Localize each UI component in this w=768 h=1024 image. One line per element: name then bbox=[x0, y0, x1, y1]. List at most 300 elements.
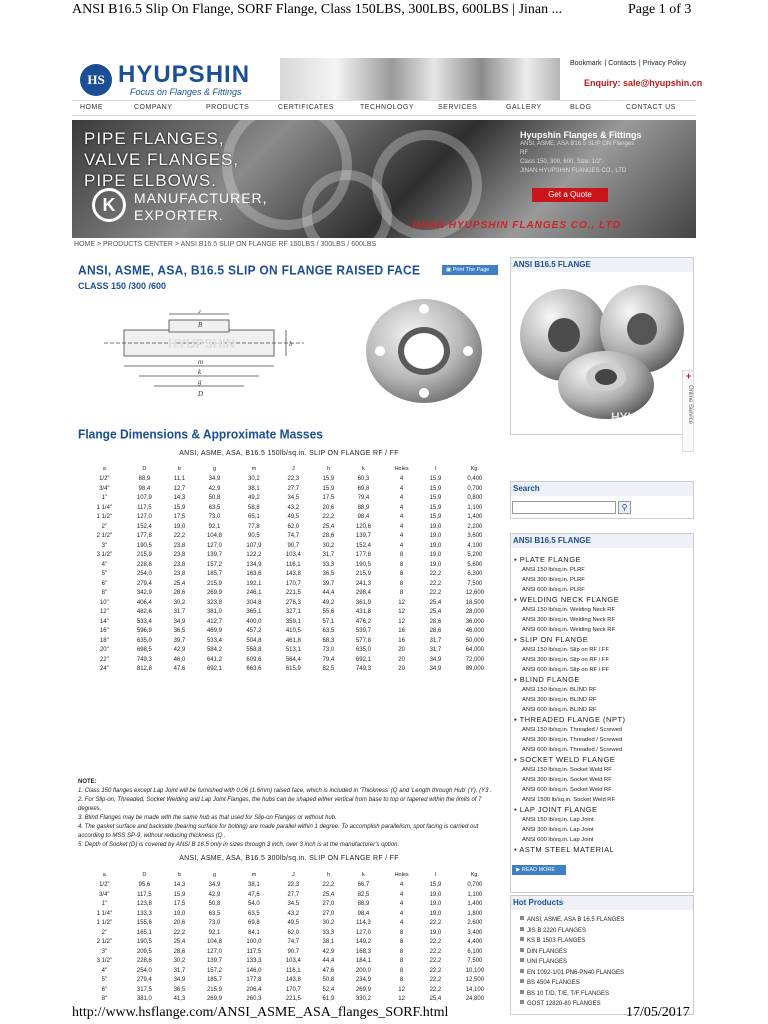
table-cell: 469,9 bbox=[206, 628, 222, 634]
table-row bbox=[84, 986, 499, 996]
table-cell: 0,700 bbox=[467, 882, 483, 888]
column-header: h bbox=[326, 465, 330, 472]
category-link[interactable]: ANSI 300 lb/sq.in. BLIND RF bbox=[522, 697, 597, 703]
table-cell: 38,1 bbox=[248, 882, 260, 888]
table-cell: 117,5 bbox=[137, 891, 152, 898]
table-cell: 200,0 bbox=[355, 967, 371, 974]
table-cell: 123,8 bbox=[136, 901, 152, 907]
column-header: a bbox=[102, 871, 106, 878]
table-cell: 69,8 bbox=[248, 920, 260, 926]
table-cell: 1,800 bbox=[467, 910, 483, 917]
table-cell: 61,9 bbox=[322, 996, 335, 1002]
table-cell: 8 bbox=[399, 939, 404, 945]
table-cell: 50,8 bbox=[322, 977, 335, 983]
category-link[interactable]: ANSI 300 lb/sq.in. Lap Joint bbox=[522, 827, 594, 833]
table-cell: 8 bbox=[399, 929, 404, 936]
main-content bbox=[72, 255, 506, 1002]
category-link[interactable]: ANSI 150 lb/sq.in. Socket Weld RF bbox=[522, 767, 612, 773]
table-cell: 23,8 bbox=[173, 561, 186, 568]
table-cell: 34,9 bbox=[173, 618, 186, 625]
table-cell: 4 bbox=[399, 485, 404, 492]
table-cell: 39,7 bbox=[173, 637, 186, 644]
table-cell: 139,7 bbox=[206, 958, 222, 964]
category-link[interactable]: ANSI 300 lb/sq.in. Welding Neck RF bbox=[522, 617, 616, 623]
table-cell: 62,0 bbox=[287, 523, 300, 530]
table-cell: 2 1/2" bbox=[96, 533, 113, 539]
table-cell: 88,9 bbox=[357, 504, 370, 511]
category-group[interactable]: ▪ LAP JOINT FLANGE bbox=[514, 805, 598, 814]
logo-tagline: Focus on Flanges & Fittings bbox=[130, 87, 242, 97]
table-cell: 254,0 bbox=[136, 571, 152, 577]
table-cell: 22,3 bbox=[287, 476, 300, 482]
table-cell: 82,5 bbox=[322, 666, 335, 672]
table-cell: 20,6 bbox=[322, 504, 335, 511]
table-row bbox=[84, 589, 499, 599]
table-cell: 89,000 bbox=[465, 666, 485, 672]
table-cell: 184,1 bbox=[355, 958, 371, 964]
table-cell: 185,7 bbox=[206, 571, 222, 577]
table-cell: 103,4 bbox=[285, 552, 301, 558]
category-link[interactable]: ANSI 150 lb/sq.in. Slip on RF / FF bbox=[522, 647, 609, 653]
table-cell: 190,5 bbox=[136, 939, 152, 945]
hot-product-link[interactable]: JIS B 2220 FLANGES bbox=[514, 926, 692, 937]
table-cell: 410,5 bbox=[285, 628, 301, 634]
table-cell: 381,0 bbox=[206, 609, 222, 615]
table-cell: 163,6 bbox=[246, 571, 262, 577]
print-date: 17/05/2017 bbox=[626, 1005, 690, 1020]
print-page-label: Print The Page bbox=[452, 267, 490, 273]
table-cell: 170,7 bbox=[285, 580, 301, 587]
category-group[interactable]: ▪ ASTM STEEL MATERIAL bbox=[514, 845, 615, 854]
table-cell: 4 bbox=[399, 920, 404, 926]
table-cell: 22,2 bbox=[429, 939, 442, 945]
table-cell: 16 bbox=[398, 628, 405, 634]
table-cell: 8 bbox=[399, 958, 404, 964]
table-row bbox=[84, 570, 499, 580]
table-cell: 1,100 bbox=[467, 891, 483, 898]
table-cell: 127,0 bbox=[136, 514, 152, 520]
table-cell: 3,600 bbox=[467, 533, 483, 539]
online-plus-icon: + bbox=[685, 371, 692, 381]
category-group[interactable]: ▪ THREADED FLANGE (NPT) bbox=[514, 715, 626, 724]
table-cell: 25,4 bbox=[173, 580, 186, 587]
table-cell: 269,9 bbox=[355, 986, 371, 993]
table-cell: 46,000 bbox=[465, 628, 485, 634]
nav-products[interactable]: PRODUCTS bbox=[206, 104, 250, 111]
note-item: 4. The gasket surface and backside (bearing surface for bolting) are made parallel within 1 degree. To accomplish parallelism, spot facing is carried out according to MSS SP-9, without reducing thickness (Q . bbox=[78, 824, 479, 839]
category-group[interactable]: ▪ BLIND FLANGE bbox=[514, 675, 580, 684]
table-cell: 14,100 bbox=[465, 986, 485, 993]
banner-k-logo: K bbox=[92, 188, 126, 222]
table-cell: 4 bbox=[399, 523, 404, 530]
category-link[interactable]: ANSI 1500 lb/sq.in. Socket Weld RF bbox=[522, 797, 616, 803]
table-cell: 34,9 bbox=[173, 977, 186, 983]
nav-contact[interactable]: CONTACT US bbox=[626, 104, 676, 111]
hot-product-link[interactable]: UNI FLANGES bbox=[514, 957, 692, 968]
table-cell: 564,4 bbox=[285, 656, 301, 663]
category-group[interactable]: ▪ SLIP ON FLANGE bbox=[514, 635, 589, 644]
table-cell: 49,2 bbox=[322, 599, 335, 606]
banner-box-line: ANSI, ASME, ASA B16.5 SLIP ON Flanges bbox=[520, 141, 635, 147]
hot-product-link[interactable]: GOST 12820-80 FLANGES bbox=[514, 999, 692, 1010]
table-cell: 36,000 bbox=[465, 618, 485, 625]
table-row bbox=[84, 957, 499, 967]
table-cell: 122,2 bbox=[246, 552, 262, 558]
table-cell: 19,0 bbox=[429, 901, 442, 907]
read-more-label: READ MORE bbox=[521, 867, 556, 873]
table-cell: 42,9 bbox=[208, 485, 221, 492]
category-link[interactable]: ANSI 600 lb/sq.in. Welding Neck RF bbox=[522, 627, 616, 633]
table-cell: 25,4 bbox=[322, 891, 335, 898]
table-cell: 15,9 bbox=[429, 882, 442, 888]
table-cell: 15,9 bbox=[429, 485, 442, 492]
table-cell: 8 bbox=[399, 571, 404, 577]
table-cell: 5" bbox=[101, 977, 108, 983]
table-cell: 114,3 bbox=[356, 920, 371, 926]
category-link[interactable]: ANSI 600 lb/sq.in. Threaded / Screwed bbox=[522, 747, 623, 753]
table-cell: 19,0 bbox=[429, 561, 442, 568]
table-cell: 34,5 bbox=[287, 901, 300, 907]
table-cell: 190,5 bbox=[355, 561, 371, 568]
table-cell: 82,5 bbox=[357, 891, 370, 898]
table-cell: 28,6 bbox=[429, 618, 442, 625]
table-cell: 279,4 bbox=[136, 977, 152, 983]
table-cell: 4 bbox=[399, 504, 404, 511]
table-cell: 185,7 bbox=[206, 977, 222, 983]
table-cell: 4 bbox=[399, 533, 404, 539]
page-subtitle: CLASS 150 /300 /600 bbox=[78, 281, 167, 291]
table-cell: 30,2 bbox=[322, 920, 335, 926]
table-cell: 34,9 bbox=[208, 476, 221, 482]
section-title: Flange Dimensions & Approximate Masses bbox=[78, 426, 323, 442]
table-cell: 215,9 bbox=[206, 580, 222, 587]
table-cell: 62,0 bbox=[287, 929, 300, 936]
category-link[interactable]: ANSI 150 lb/sq.in. Welding Neck RF bbox=[522, 607, 616, 613]
table-cell: 10,100 bbox=[465, 967, 485, 974]
table-row bbox=[84, 900, 499, 910]
table-cell: 155,6 bbox=[136, 920, 152, 926]
table-cell: 22,2 bbox=[429, 571, 442, 577]
enquiry-email[interactable]: Enquiry: sale@hyupshin.cn bbox=[584, 78, 703, 88]
print-footer bbox=[0, 1003, 768, 1023]
column-header: m bbox=[251, 465, 257, 472]
category-group[interactable]: ▪ WELDING NECK FLANGE bbox=[514, 595, 620, 604]
category-link[interactable]: ANSI 300 lb/sq.in. PLRF bbox=[522, 577, 585, 583]
table-cell: 7,500 bbox=[467, 580, 483, 587]
table-cell: 28,6 bbox=[173, 948, 186, 955]
table-cell: 609,6 bbox=[246, 656, 262, 663]
table-cell: 330,2 bbox=[355, 996, 371, 1002]
top-link-bookmark[interactable]: Bookmark bbox=[570, 60, 602, 67]
table-cell: 8 bbox=[399, 948, 404, 955]
banner-line: PIPE FLANGES, bbox=[84, 129, 225, 148]
category-group[interactable]: ▪ SOCKET WELD FLANGE bbox=[514, 755, 616, 764]
note-item: 1. Class 150 flanges except Lap Joint will be furnished with 0.06 (1.6mm) raised face, which is included in 'Thickness' (Q and 'Length through Hub' (Y), (Y3 . bbox=[78, 788, 492, 794]
category-list bbox=[514, 555, 692, 855]
table-cell: 6,300 bbox=[467, 571, 483, 577]
table-row bbox=[84, 627, 499, 637]
hot-product-link[interactable]: BS 10 T/D, T/E, T/F FLANGES bbox=[514, 989, 692, 1000]
table-cell: 1/2" bbox=[99, 476, 110, 482]
table-cell: 104,8 bbox=[206, 533, 222, 539]
table-cell: 15,9 bbox=[429, 514, 442, 520]
table-cell: 1 1/2" bbox=[96, 920, 113, 926]
table-cell: 513,1 bbox=[285, 647, 301, 653]
table-cell: 58,8 bbox=[248, 504, 260, 511]
table-cell: 749,3 bbox=[355, 666, 371, 672]
drawing-label: k bbox=[198, 368, 202, 376]
table-cell: 20 bbox=[398, 647, 405, 653]
table-cell: 25,4 bbox=[429, 599, 442, 606]
category-group[interactable]: ▪ PLATE FLANGE bbox=[514, 555, 582, 564]
note-item: 2. For Slip-on, Threaded, Socket Welding and Lap Joint Flanges, the hubs can be shaped either vertical from base to top or tapered within the limits of 7 degrees. bbox=[78, 797, 482, 812]
hot-product-link[interactable]: EN 1092-1/01 PN6-PN40 FLANGES bbox=[514, 968, 692, 979]
search-icon[interactable]: ⚲ bbox=[618, 501, 631, 514]
category-link[interactable]: ANSI 150 lb/sq.in. Lap Joint bbox=[522, 817, 594, 823]
table-cell: 269,9 bbox=[206, 590, 222, 596]
category-link[interactable]: ANSI 600 lb/sq.in. Socket Weld RF bbox=[522, 787, 612, 793]
table-row bbox=[84, 542, 499, 552]
table-cell: 66,7 bbox=[357, 882, 370, 888]
table-cell: 28,000 bbox=[465, 609, 485, 615]
table-cell: 43,2 bbox=[287, 910, 300, 917]
table-cell: 92,1 bbox=[208, 929, 221, 936]
column-header: m bbox=[251, 871, 257, 878]
table-row bbox=[84, 551, 499, 561]
site-logo[interactable] bbox=[78, 60, 278, 100]
table-cell: 46,0 bbox=[173, 656, 186, 663]
column-header: Kg. bbox=[470, 465, 479, 472]
table-cell: 36,5 bbox=[173, 986, 186, 993]
table-cell: 276,3 bbox=[285, 599, 301, 606]
table-cell: 152,4 bbox=[355, 542, 371, 549]
nav-certificates[interactable]: CERTIFICATES bbox=[278, 104, 334, 111]
table-cell: 12,500 bbox=[465, 977, 485, 983]
logo-mark: HS bbox=[80, 64, 112, 96]
table-cell: 139,7 bbox=[355, 533, 371, 539]
table-cell: 14" bbox=[99, 618, 109, 625]
table-cell: 22,2 bbox=[322, 514, 335, 520]
table-cell: 19,0 bbox=[429, 910, 442, 917]
table-cell: 457,2 bbox=[246, 628, 262, 634]
table-cell: 28,6 bbox=[173, 590, 186, 596]
category-link[interactable]: ANSI 150 lb/sq.in. PLRF bbox=[522, 567, 585, 573]
table-cell: 30,2 bbox=[322, 542, 335, 549]
read-more-button[interactable]: ▶ READ MORE bbox=[512, 865, 566, 875]
hero-banner bbox=[72, 120, 696, 238]
drawing-label: g bbox=[198, 378, 202, 386]
get-quote-button[interactable]: Get a Quote bbox=[532, 188, 608, 202]
table-cell: 8 bbox=[399, 552, 404, 558]
category-link[interactable]: ANSI 300 lb/sq.in. Threaded / Screwed bbox=[522, 737, 623, 743]
table-cell: 107,9 bbox=[246, 542, 262, 549]
drawing-label: B bbox=[198, 321, 203, 329]
table-cell: 635,0 bbox=[355, 647, 371, 653]
nav-blog[interactable]: BLOG bbox=[570, 104, 592, 111]
table-cell: 47,6 bbox=[322, 967, 335, 974]
table-cell: 15,9 bbox=[429, 504, 442, 511]
category-link[interactable]: ANSI 600 lb/sq.in. Lap Joint bbox=[522, 837, 594, 843]
hot-product-link[interactable]: ANSI, ASME, ASA B 16.5 FLANGES bbox=[514, 915, 692, 926]
table-row bbox=[84, 938, 499, 948]
table-cell: 1" bbox=[101, 901, 108, 907]
column-header: l bbox=[434, 465, 437, 472]
table-cell: 15,9 bbox=[429, 476, 442, 482]
table-cell: 2,600 bbox=[467, 920, 483, 926]
table-cell: 412,7 bbox=[206, 618, 222, 625]
table-cell: 50,8 bbox=[208, 901, 221, 907]
hot-product-link[interactable]: DIN FLANGES bbox=[514, 947, 692, 958]
table-cell: 6" bbox=[101, 986, 108, 993]
category-link[interactable]: ANSI 300 lb/sq.in. Socket Weld RF bbox=[522, 777, 612, 783]
table-cell: 15,9 bbox=[322, 485, 335, 492]
note-item: 3. Blind Flanges may be made with the same hub as that used for Slip-on Flanges or without hub. bbox=[78, 815, 337, 821]
category-link[interactable]: ANSI 600 lb/sq.in. PLRF bbox=[522, 587, 585, 593]
table-cell: 365,1 bbox=[246, 609, 262, 615]
table-cell: 120,6 bbox=[355, 523, 371, 530]
table-cell: 24" bbox=[99, 666, 109, 672]
table-cell: 190,5 bbox=[136, 542, 152, 549]
column-header: k bbox=[362, 465, 365, 472]
table-row bbox=[84, 608, 499, 618]
top-link-privacy[interactable]: Privacy Policy bbox=[642, 60, 687, 67]
table-cell: 107,9 bbox=[136, 495, 152, 501]
table-cell: 117,5 bbox=[137, 504, 152, 511]
banner-box-line: Class 150, 300, 600, Size: 1/2"- bbox=[520, 159, 605, 165]
table-cell: 8" bbox=[101, 590, 108, 596]
online-service-tab[interactable] bbox=[682, 370, 694, 452]
table-cell: 90,5 bbox=[248, 533, 260, 539]
table-cell: 298,4 bbox=[355, 590, 371, 596]
table-cell: 19,0 bbox=[429, 542, 442, 549]
table-cell: 241,3 bbox=[355, 580, 371, 587]
table-cell: 359,1 bbox=[285, 618, 301, 625]
table-cell: 38,1 bbox=[322, 939, 335, 945]
search-title: Search bbox=[511, 482, 693, 496]
banner-company-name: JINAN HYUPSHIN FLANGES CO., LTD bbox=[410, 220, 621, 231]
banner-box-line: RF bbox=[520, 150, 528, 156]
table-cell: 44,4 bbox=[322, 590, 335, 596]
table-cell: 27,0 bbox=[322, 910, 335, 917]
table-row bbox=[84, 976, 499, 986]
logo-name: HYUPSHIN bbox=[118, 61, 251, 88]
table-cell: 103,4 bbox=[285, 958, 301, 964]
table-cell: 663,6 bbox=[246, 666, 262, 672]
table-cell: 43,2 bbox=[287, 504, 300, 511]
table-cell: 34,9 bbox=[429, 656, 442, 663]
table-cell: 133,3 bbox=[246, 958, 262, 964]
table-cell: 65,1 bbox=[248, 514, 260, 520]
table-cell: 31,7 bbox=[429, 647, 442, 653]
table-cell: 63,5 bbox=[248, 910, 260, 917]
table-cell: 49,5 bbox=[287, 514, 300, 520]
table-cell: 25,4 bbox=[429, 996, 442, 1002]
table-cell: 558,8 bbox=[246, 647, 262, 653]
table-row bbox=[84, 967, 499, 977]
table-cell: 635,0 bbox=[136, 637, 152, 644]
print-page-button[interactable]: ▣ Print The Page bbox=[442, 265, 498, 275]
table-cell: 8 bbox=[399, 561, 404, 568]
table-cell: 63,5 bbox=[208, 910, 221, 917]
table-cell: 1 1/4" bbox=[96, 910, 113, 917]
breadcrumb[interactable]: HOME > PRODUCTS CENTER > ANSI B16.5 SLIP ON FLANGE RF 150LBS / 300LBS / 600LBS bbox=[74, 241, 377, 248]
category-link[interactable]: ANSI 300 lb/sq.in. Slip on RF / FF bbox=[522, 657, 609, 663]
table-cell: 12" bbox=[99, 609, 109, 615]
flange-technical-drawing bbox=[94, 310, 314, 405]
table-cell: 317,5 bbox=[136, 986, 152, 993]
table-cell: 476,2 bbox=[355, 618, 371, 625]
nav-technology[interactable]: TECHNOLOGY bbox=[360, 104, 415, 111]
table-cell: 15,9 bbox=[173, 504, 186, 511]
table-cell: 577,8 bbox=[355, 637, 371, 644]
top-link-contacts[interactable]: Contacts bbox=[608, 60, 636, 67]
table-cell: 8 bbox=[399, 580, 404, 587]
table-cell: 74,7 bbox=[287, 533, 300, 539]
table-cell: 22,2 bbox=[429, 948, 442, 955]
table-cell: 221,5 bbox=[285, 590, 301, 596]
table-cell: 47,6 bbox=[248, 891, 260, 898]
category-link[interactable]: ANSI 600 lb/sq.in. BLIND RF bbox=[522, 707, 597, 713]
table-cell: 327,1 bbox=[285, 609, 301, 615]
category-link[interactable]: ANSI 150 lb/sq.in. BLIND RF bbox=[522, 687, 597, 693]
nav-home[interactable]: HOME bbox=[80, 104, 103, 111]
table-cell: 170,7 bbox=[285, 986, 301, 993]
table-cell: 25,4 bbox=[173, 939, 186, 945]
table-cell: 812,8 bbox=[136, 666, 152, 672]
column-header: a bbox=[102, 465, 106, 472]
table-cell: 30,2 bbox=[173, 599, 186, 606]
table-cell: 12 bbox=[398, 618, 405, 625]
table-cell: 228,6 bbox=[136, 561, 152, 568]
table-cell: 539,7 bbox=[355, 628, 371, 634]
table-cell: 23,8 bbox=[173, 552, 186, 558]
table-cell: 25,4 bbox=[429, 609, 442, 615]
hot-product-link[interactable]: BS 4504 FLANGES bbox=[514, 978, 692, 989]
nav-company[interactable]: COMPANY bbox=[134, 104, 173, 111]
table-cell: 19,0 bbox=[429, 523, 442, 530]
table-cell: 149,2 bbox=[355, 939, 371, 945]
table-cell: 461,8 bbox=[285, 637, 301, 644]
table-row bbox=[84, 475, 499, 485]
print-page-number: Page 1 of 3 bbox=[628, 2, 692, 17]
table-cell: 533,4 bbox=[206, 637, 222, 644]
hot-product-link[interactable]: KS B 1503 FLANGES bbox=[514, 936, 692, 947]
nav-services[interactable]: SERVICES bbox=[438, 104, 478, 111]
table-cell: 3" bbox=[101, 542, 108, 549]
table-cell: 4 bbox=[399, 882, 404, 888]
table-cell: 90,7 bbox=[287, 542, 300, 549]
table-cell: 1" bbox=[101, 495, 108, 501]
table-cell: 228,6 bbox=[136, 958, 152, 964]
search-input[interactable] bbox=[512, 501, 616, 514]
category-link[interactable]: ANSI 150 lb/sq.in. Threaded / Screwed bbox=[522, 727, 623, 733]
table-cell: 279,4 bbox=[136, 580, 152, 587]
banner-line: PIPE ELBOWS. bbox=[84, 171, 217, 190]
table-cell: 4" bbox=[101, 561, 108, 568]
table-cell: 143,8 bbox=[285, 571, 301, 577]
table-cell: 17,5 bbox=[173, 514, 186, 520]
table-cell: 127,0 bbox=[355, 929, 371, 936]
table-cell: 615,9 bbox=[285, 666, 301, 672]
note-item: 5. Depth of Socket (D) is covered by ANSI B 16.5 only in sizes through 3 inch, over 3 inch is at the manufacturer's option. bbox=[78, 842, 400, 848]
category-link[interactable]: ANSI 600 lb/sq.in. Slip on RF / FF bbox=[522, 667, 609, 673]
table-cell: 31,7 bbox=[173, 609, 186, 615]
banner-mfr-line: MANUFACTURER, bbox=[134, 190, 268, 206]
nav-gallery[interactable]: GALLERY bbox=[506, 104, 542, 111]
table-cell: 39,7 bbox=[322, 580, 335, 587]
website bbox=[72, 50, 703, 1007]
table-cell: 92,1 bbox=[208, 523, 221, 530]
